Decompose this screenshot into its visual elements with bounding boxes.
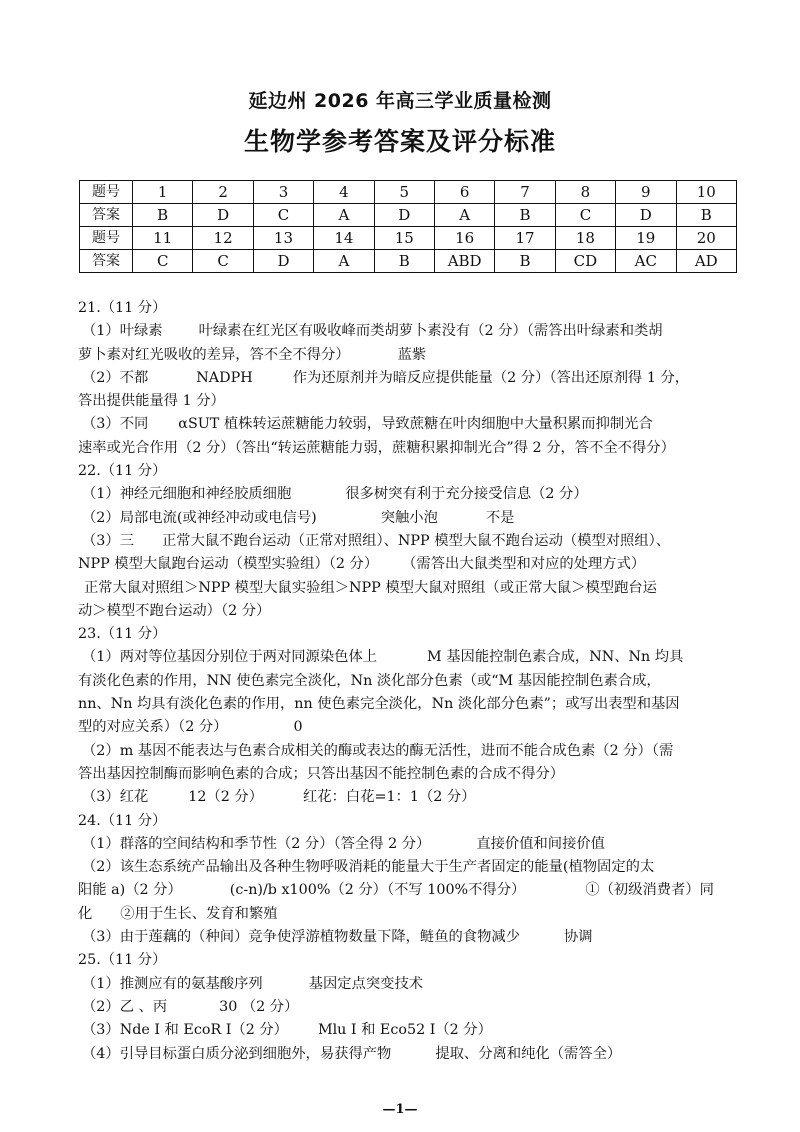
table-cell: C [133, 250, 193, 273]
table-cell: 6 [434, 181, 494, 204]
text-segment: 正常大鼠对照组＞NPP 模型大鼠实验组＞NPP 模型大鼠对照组（或正常大鼠＞模型跑台运 [84, 579, 657, 596]
text-segment: NADPH [196, 369, 253, 386]
text-line [78, 716, 738, 739]
table-cell: ABD [434, 250, 494, 273]
table-cell: 20 [676, 227, 736, 250]
text-segment: 0 [293, 719, 303, 736]
text-segment: （3）不同 [82, 416, 149, 433]
text-line [78, 437, 738, 460]
table-cell: A [314, 204, 374, 227]
table-cell: C [253, 204, 313, 227]
text-segment: 答出提供能量得 1 分） [78, 393, 225, 410]
text-line [78, 786, 738, 809]
table-cell: 17 [495, 227, 555, 250]
text-line [78, 623, 738, 646]
text-line [78, 949, 738, 972]
table-cell: 4 [314, 181, 374, 204]
row-header: 题号 [80, 227, 133, 250]
text-line [78, 833, 738, 856]
table-cell: 5 [374, 181, 434, 204]
text-line [78, 553, 738, 576]
table-cell: 14 [314, 227, 374, 250]
text-segment: （4）引导目标蛋白质分泌到细胞外，易获得产物 [82, 1045, 392, 1062]
text-line [78, 646, 738, 669]
row-header: 答案 [80, 250, 133, 273]
text-line [78, 507, 738, 530]
table-cell: C [193, 250, 253, 273]
text-line [78, 297, 738, 320]
text-line [78, 670, 738, 693]
table-cell: 1 [133, 181, 193, 204]
table-cell: 9 [616, 181, 676, 204]
text-line [78, 390, 738, 413]
text-segment: 突触小泡 [380, 509, 438, 526]
text-segment: （1）群落的空间结构和季节性（2 分）（答全得 2 分） [82, 835, 431, 852]
text-segment: （2）m 基因不能表达与色素合成相关的酶或表达的酶无活性，进而不能合成色素（2 分）（需 [82, 742, 674, 759]
text-segment: ①（初级消费者）同 [585, 882, 714, 899]
table-cell: 10 [676, 181, 736, 204]
row-header: 题号 [80, 181, 133, 204]
text-segment: 阳能 a)（2 分） [78, 882, 182, 899]
table-row [80, 204, 737, 227]
table-cell: CD [555, 250, 615, 273]
text-segment: 23.（11 分） [78, 626, 167, 643]
text-line [78, 367, 738, 390]
table-cell: 7 [495, 181, 555, 204]
text-line [78, 903, 738, 926]
table-cell: 16 [434, 227, 494, 250]
text-segment: （1）神经元细胞和神经胶质细胞 [82, 486, 292, 503]
text-segment: 作为还原剂并为暗反应提供能量（2 分）（答出还原剂得 1 分， [292, 369, 690, 386]
text-segment: 21.（11 分） [78, 300, 167, 316]
table-cell: C [555, 204, 615, 227]
table-cell: AC [616, 250, 676, 273]
text-line [78, 577, 738, 600]
text-line [78, 763, 738, 786]
table-cell: B [495, 204, 555, 227]
answer-table [79, 180, 737, 273]
table-cell: B [676, 204, 736, 227]
text-segment: 化 [78, 905, 93, 922]
text-segment: （3）Nde I 和 EcoR I（2 分） [82, 1022, 288, 1039]
text-line [78, 879, 738, 902]
document-title: 延边州 2026 年高三学业质量检测 [248, 90, 552, 112]
text-line [78, 856, 738, 879]
row-header: 答案 [80, 204, 133, 227]
text-segment: αSUT 植株转运蔗糖能力较弱，导致蔗糖在叶肉细胞中大量积累而抑制光合 [178, 416, 653, 433]
text-segment: （1）推测应有的氨基酸序列 [82, 975, 263, 992]
table-row [80, 250, 737, 273]
table-cell: B [495, 250, 555, 273]
text-line [78, 996, 738, 1019]
text-segment: 22.（11 分） [78, 463, 167, 480]
text-line [78, 693, 738, 716]
text-segment: 萝卜素对红光吸收的差异，答不全不得分） [78, 346, 350, 363]
text-segment: nn、Nn 均具有淡化色素的作用，nn 使色素完全淡化，Nn 淡化部分色素”；或写出表型和基因 [78, 696, 680, 713]
table-cell: D [253, 250, 313, 273]
text-line [78, 530, 738, 553]
text-segment: 30 （2 分） [219, 998, 299, 1015]
text-line [78, 320, 738, 343]
text-segment: 12（2 分） [188, 789, 264, 806]
text-line [78, 460, 738, 483]
table-cell: 12 [193, 227, 253, 250]
text-segment: （1）叶绿素 [82, 323, 163, 340]
text-segment: 叶绿素在红光区有吸收峰而类胡萝卜素没有（2 分）（需答出叶绿素和类胡 [198, 323, 663, 340]
text-segment: Mlu I 和 Eco52 I（2 分） [317, 1022, 492, 1039]
table-cell: 3 [253, 181, 313, 204]
page-number: —1— [382, 1102, 418, 1117]
table-cell: D [193, 204, 253, 227]
text-segment: 答出基因控制酶而影响色素的合成；只答出基因不能控制色素的合成不得分） [78, 765, 565, 782]
text-line [78, 1043, 738, 1066]
text-line [78, 483, 738, 506]
text-segment: （2）不都 [82, 369, 149, 386]
text-segment: 25.（11 分） [78, 952, 167, 969]
table-row [80, 181, 737, 204]
text-line [78, 413, 738, 436]
table-cell: D [616, 204, 676, 227]
text-segment: （2）局部电流(或神经冲动或电信号) [82, 509, 317, 526]
answer-body [78, 297, 738, 1066]
table-cell: 19 [616, 227, 676, 250]
text-line [78, 973, 738, 996]
text-segment: （2）该生态系统产品输出及各种生物呼吸消耗的能量大于生产者固定的能量(植物固定的太 [82, 859, 655, 876]
table-cell: D [374, 204, 434, 227]
text-segment: （3）红花 [82, 789, 149, 806]
text-segment: 很多树突有利于充分接受信息（2 分） [345, 486, 588, 503]
text-segment: M 基因能控制色素合成，NN、Nn 均具 [427, 649, 684, 666]
text-line [78, 926, 738, 949]
text-segment: 动＞模型不跑台运动）（2 分） [78, 602, 271, 619]
table-cell: 2 [193, 181, 253, 204]
text-segment: ②用于生长、发育和繁殖 [120, 905, 278, 922]
text-segment: （2）乙 、丙 [82, 998, 168, 1015]
table-cell: 8 [555, 181, 615, 204]
text-line [78, 1019, 738, 1042]
text-segment: 红花：白花=1：1（2 分） [303, 789, 476, 806]
text-segment: 速率或光合作用（2 分）（答出“转运蔗糖能力弱，蔗糖积累抑制光合”得 2 分，答不全不得分） [78, 439, 675, 456]
text-segment: 基因定点突变技术 [308, 975, 424, 992]
text-segment: (c-n)/b x100%（2 分）（不写 100%不得分） [229, 882, 526, 899]
text-segment: 24.（11 分） [78, 812, 167, 829]
text-segment: NPP 模型大鼠跑台运动（模型实验组）（2 分） [78, 556, 379, 573]
text-segment: （需答出大鼠类型和对应的处理方式） [402, 556, 646, 573]
text-segment: （1）两对等位基因分别位于两对同源染色体上 [82, 649, 378, 666]
table-cell: 18 [555, 227, 615, 250]
text-line [78, 810, 738, 833]
table-cell: 11 [133, 227, 193, 250]
text-segment: 型的对应关系）（2 分） [78, 719, 228, 736]
table-cell: 13 [253, 227, 313, 250]
table-cell: A [434, 204, 494, 227]
text-line [78, 344, 738, 367]
text-segment: 协调 [564, 929, 593, 946]
text-segment: 直接价值和间接价值 [476, 835, 605, 852]
text-line [78, 740, 738, 763]
text-segment: 蓝紫 [397, 346, 427, 363]
text-segment: （3）由于莲藕的（种间）竞争使浮游植物数量下降，鲢鱼的食物减少 [82, 929, 520, 946]
text-segment: （3）三 [82, 532, 134, 549]
document-subtitle: 生物学参考答案及评分标准 [243, 127, 556, 156]
table-cell: 15 [374, 227, 434, 250]
text-line [78, 600, 738, 623]
text-segment: 提取、分离和纯化（需答全） [435, 1045, 622, 1062]
table-cell: B [374, 250, 434, 273]
table-cell: AD [676, 250, 736, 273]
table-cell: B [133, 204, 193, 227]
text-segment: 有淡化色素的作用，NN 使色素完全淡化，Nn 淡化部分色素（或“M 基因能控制色素合成， [78, 672, 661, 689]
table-cell: A [314, 250, 374, 273]
text-segment: 正常大鼠不跑台运动（正常对照组）、NPP 模型大鼠不跑台运动（模型对照组）、 [162, 532, 671, 549]
text-segment: 不是 [485, 509, 515, 526]
table-row [80, 227, 737, 250]
